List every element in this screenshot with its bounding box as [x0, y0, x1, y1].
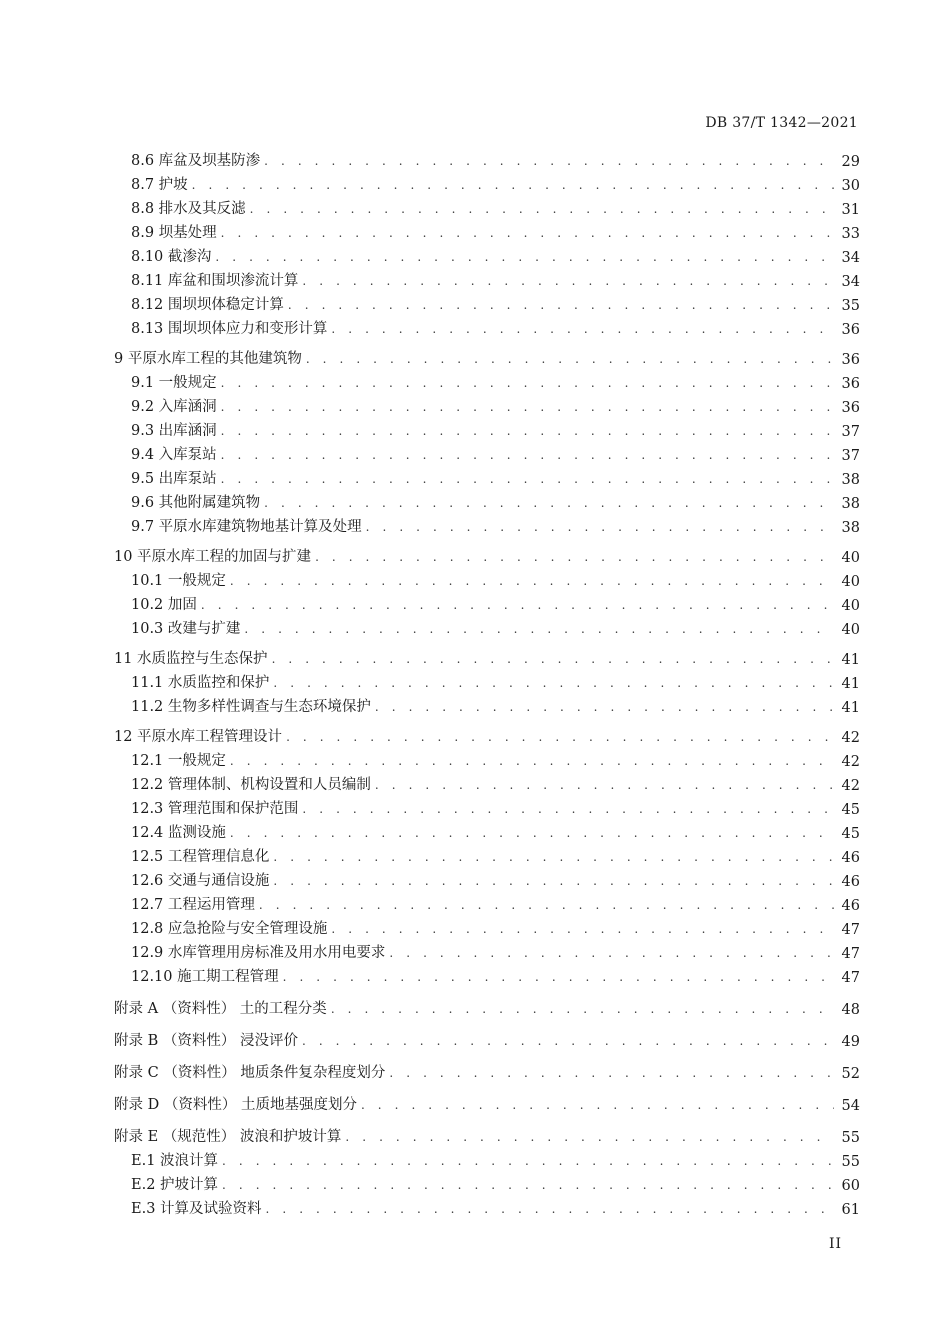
toc-dot-leader — [244, 620, 834, 638]
toc-entry[interactable] — [114, 368, 860, 392]
toc-entry-page: 45 — [841, 826, 860, 842]
toc-entry-title: 8.13 围坝坝体应力和变形计算 — [131, 321, 328, 337]
toc-entry-page: 38 — [841, 496, 860, 512]
toc-entry-title: E.2 护坡计算 — [131, 1177, 219, 1193]
toc-entry[interactable] — [114, 488, 860, 512]
toc-entry-page: 54 — [841, 1098, 860, 1114]
toc-dot-leader — [221, 224, 834, 242]
toc-entry[interactable] — [114, 218, 860, 242]
toc-entry-page: 46 — [841, 850, 860, 866]
toc-entry-page: 41 — [841, 700, 860, 716]
toc-entry[interactable] — [114, 344, 860, 368]
toc-entry-page: 41 — [841, 652, 860, 668]
toc-entry[interactable] — [114, 794, 860, 818]
toc-entry[interactable] — [114, 1146, 860, 1170]
toc-dot-leader — [315, 548, 834, 566]
toc-dot-leader — [259, 896, 834, 914]
toc-entry-title: 12.2 管理体制、机构设置和人员编制 — [131, 777, 371, 793]
toc-entry-page: 37 — [841, 448, 860, 464]
toc-entry[interactable] — [114, 242, 860, 266]
toc-entry-page: 46 — [841, 898, 860, 914]
toc-entry[interactable] — [114, 938, 860, 962]
toc-entry[interactable] — [114, 1018, 860, 1050]
toc-dot-leader — [302, 800, 834, 818]
toc-entry-page: 46 — [841, 874, 860, 890]
toc-dot-leader — [306, 350, 834, 368]
toc-entry[interactable] — [114, 746, 860, 770]
toc-dot-leader — [266, 1200, 834, 1218]
toc-dot-leader — [288, 296, 834, 314]
toc-entry-title: 12.8 应急抢险与安全管理设施 — [131, 921, 328, 937]
toc-entry-title: 8.10 截渗沟 — [131, 249, 212, 265]
toc-entry-title: 12 平原水库工程管理设计 — [114, 729, 283, 745]
toc-entry-page: 36 — [841, 322, 860, 338]
toc-entry-title: 12.1 一般规定 — [131, 753, 226, 769]
toc-dot-leader — [221, 446, 834, 464]
toc-entry-title: 附录 B （资料性） 浸没评价 — [114, 1033, 298, 1049]
toc-dot-leader — [273, 848, 834, 866]
toc-entry[interactable] — [114, 770, 860, 794]
toc-entry-title: 9.1 一般规定 — [131, 375, 217, 391]
toc-dot-leader — [273, 872, 834, 890]
toc-dot-leader — [361, 1096, 834, 1114]
toc-dot-leader — [222, 1152, 834, 1170]
toc-dot-leader — [389, 1064, 834, 1082]
toc-dot-leader — [221, 374, 834, 392]
toc-dot-leader — [331, 920, 834, 938]
table-of-contents — [114, 146, 860, 1218]
toc-entry[interactable] — [114, 1050, 860, 1082]
toc-entry[interactable] — [114, 644, 860, 668]
toc-dot-leader — [222, 1176, 834, 1194]
toc-dot-leader — [375, 698, 834, 716]
toc-entry-title: 8.6 库盆及坝基防渗 — [131, 153, 261, 169]
toc-entry-title: 12.6 交通与通信设施 — [131, 873, 270, 889]
toc-entry[interactable] — [114, 290, 860, 314]
toc-entry-page: 55 — [841, 1154, 860, 1170]
toc-entry-title: 9.3 出库涵洞 — [131, 423, 217, 439]
toc-entry-title: 12.9 水库管理用房标准及用水用电要求 — [131, 945, 386, 961]
toc-entry-page: 47 — [841, 922, 860, 938]
toc-entry-page: 55 — [841, 1130, 860, 1146]
toc-entry[interactable] — [114, 1194, 860, 1218]
toc-entry-page: 36 — [841, 352, 860, 368]
toc-entry[interactable] — [114, 668, 860, 692]
toc-entry[interactable] — [114, 914, 860, 938]
toc-dot-leader — [230, 572, 834, 590]
toc-dot-leader — [192, 176, 834, 194]
toc-dot-leader — [286, 728, 834, 746]
toc-entry-page: 61 — [841, 1202, 860, 1218]
toc-entry[interactable] — [114, 1114, 860, 1146]
toc-entry[interactable] — [114, 842, 860, 866]
toc-entry[interactable] — [114, 392, 860, 416]
toc-dot-leader — [283, 968, 834, 986]
toc-entry-page: 47 — [841, 970, 860, 986]
toc-entry-page: 38 — [841, 520, 860, 536]
toc-entry-title: 附录 A （资料性） 土的工程分类 — [114, 1001, 327, 1017]
toc-entry-page: 40 — [841, 598, 860, 614]
toc-entry-title: 10.2 加固 — [131, 597, 197, 613]
toc-entry-page: 52 — [841, 1066, 860, 1082]
toc-entry[interactable] — [114, 590, 860, 614]
toc-entry-title: E.3 计算及试验资料 — [131, 1201, 262, 1217]
toc-entry[interactable] — [114, 416, 860, 440]
toc-entry-page: 41 — [841, 676, 860, 692]
toc-entry-page: 42 — [841, 730, 860, 746]
toc-dot-leader — [215, 248, 834, 266]
toc-entry-page: 40 — [841, 622, 860, 638]
toc-entry[interactable] — [114, 314, 860, 338]
toc-dot-leader — [302, 1032, 834, 1050]
toc-entry-title: 12.4 监测设施 — [131, 825, 226, 841]
toc-entry-page: 31 — [841, 202, 860, 218]
toc-dot-leader — [221, 422, 834, 440]
toc-entry[interactable] — [114, 692, 860, 716]
toc-entry-title: 11 水质监控与生态保护 — [114, 651, 268, 667]
toc-entry-page: 34 — [841, 250, 860, 266]
toc-entry-title: 10.3 改建与扩建 — [131, 621, 241, 637]
toc-entry[interactable] — [114, 266, 860, 290]
toc-entry-page: 35 — [841, 298, 860, 314]
toc-entry-title: 9.6 其他附属建筑物 — [131, 495, 261, 511]
toc-entry-title: 8.9 坝基处理 — [131, 225, 217, 241]
toc-entry[interactable] — [114, 818, 860, 842]
toc-entry-title: 附录 D （资料性） 土质地基强度划分 — [114, 1097, 357, 1113]
toc-entry[interactable] — [114, 1170, 860, 1194]
page-number-footer: II — [828, 1236, 842, 1252]
toc-entry-title: 9.5 出库泵站 — [131, 471, 217, 487]
toc-dot-leader — [230, 824, 834, 842]
toc-entry-title: 8.12 围坝坝体稳定计算 — [131, 297, 284, 313]
toc-dot-leader — [302, 272, 834, 290]
toc-entry-page: 29 — [841, 154, 860, 170]
toc-entry-page: 37 — [841, 424, 860, 440]
toc-entry[interactable] — [114, 146, 860, 170]
toc-entry-page: 30 — [841, 178, 860, 194]
toc-entry-title: 12.3 管理范围和保护范围 — [131, 801, 299, 817]
toc-entry[interactable] — [114, 890, 860, 914]
toc-entry[interactable] — [114, 170, 860, 194]
toc-entry-title: 8.8 排水及其反滤 — [131, 201, 246, 217]
toc-entry-title: 8.7 护坡 — [131, 177, 188, 193]
toc-entry-page: 33 — [841, 226, 860, 242]
toc-entry-title: 12.10 施工期工程管理 — [131, 969, 279, 985]
toc-entry[interactable] — [114, 542, 860, 566]
toc-entry[interactable] — [114, 464, 860, 488]
toc-entry-title: 11.1 水质监控和保护 — [131, 675, 270, 691]
toc-dot-leader — [250, 200, 834, 218]
toc-entry[interactable] — [114, 962, 860, 986]
toc-entry-page: 60 — [841, 1178, 860, 1194]
toc-dot-leader — [389, 944, 834, 962]
toc-entry-page: 36 — [841, 400, 860, 416]
toc-entry-title: 11.2 生物多样性调查与生态环境保护 — [131, 699, 371, 715]
toc-entry-title: 12.7 工程运用管理 — [131, 897, 255, 913]
toc-entry-page: 34 — [841, 274, 860, 290]
toc-dot-leader — [273, 674, 834, 692]
toc-entry-title: 9.2 入库涵洞 — [131, 399, 217, 415]
toc-entry[interactable] — [114, 194, 860, 218]
toc-dot-leader — [264, 494, 834, 512]
toc-entry[interactable] — [114, 440, 860, 464]
toc-entry-page: 42 — [841, 778, 860, 794]
toc-dot-leader — [230, 752, 834, 770]
toc-dot-leader — [366, 518, 834, 536]
toc-entry-page: 49 — [841, 1034, 860, 1050]
toc-entry-page: 45 — [841, 802, 860, 818]
toc-entry-page: 40 — [841, 550, 860, 566]
toc-entry[interactable] — [114, 512, 860, 536]
toc-entry-title: 8.11 库盆和围坝渗流计算 — [131, 273, 299, 289]
toc-dot-leader — [331, 320, 834, 338]
toc-dot-leader — [345, 1128, 834, 1146]
toc-entry-title: E.1 波浪计算 — [131, 1153, 219, 1169]
toc-dot-leader — [201, 596, 834, 614]
toc-entry-title: 12.5 工程管理信息化 — [131, 849, 270, 865]
toc-entry[interactable] — [114, 986, 860, 1018]
toc-entry-title: 9.7 平原水库建筑物地基计算及处理 — [131, 519, 362, 535]
toc-entry-title: 附录 E （规范性） 波浪和护坡计算 — [114, 1129, 342, 1145]
toc-dot-leader — [375, 776, 834, 794]
toc-dot-leader — [221, 398, 834, 416]
toc-entry[interactable] — [114, 614, 860, 638]
toc-entry-title: 9 平原水库工程的其他建筑物 — [114, 351, 302, 367]
toc-dot-leader — [331, 1000, 834, 1018]
toc-entry[interactable] — [114, 1082, 860, 1114]
toc-dot-leader — [221, 470, 834, 488]
toc-entry-page: 42 — [841, 754, 860, 770]
toc-entry[interactable] — [114, 866, 860, 890]
toc-entry-title: 附录 C （资料性） 地质条件复杂程度划分 — [114, 1065, 386, 1081]
toc-entry-page: 48 — [841, 1002, 860, 1018]
toc-entry[interactable] — [114, 566, 860, 590]
toc-entry-page: 38 — [841, 472, 860, 488]
toc-entry-title: 10 平原水库工程的加固与扩建 — [114, 549, 312, 565]
toc-entry-title: 10.1 一般规定 — [131, 573, 226, 589]
toc-entry-title: 9.4 入库泵站 — [131, 447, 217, 463]
toc-dot-leader — [272, 650, 834, 668]
toc-entry[interactable] — [114, 722, 860, 746]
toc-entry-page: 40 — [841, 574, 860, 590]
toc-dot-leader — [264, 152, 834, 170]
toc-entry-page: 36 — [841, 376, 860, 392]
toc-entry-page: 47 — [841, 946, 860, 962]
document-code: DB 37/T 1342—2021 — [705, 115, 858, 131]
